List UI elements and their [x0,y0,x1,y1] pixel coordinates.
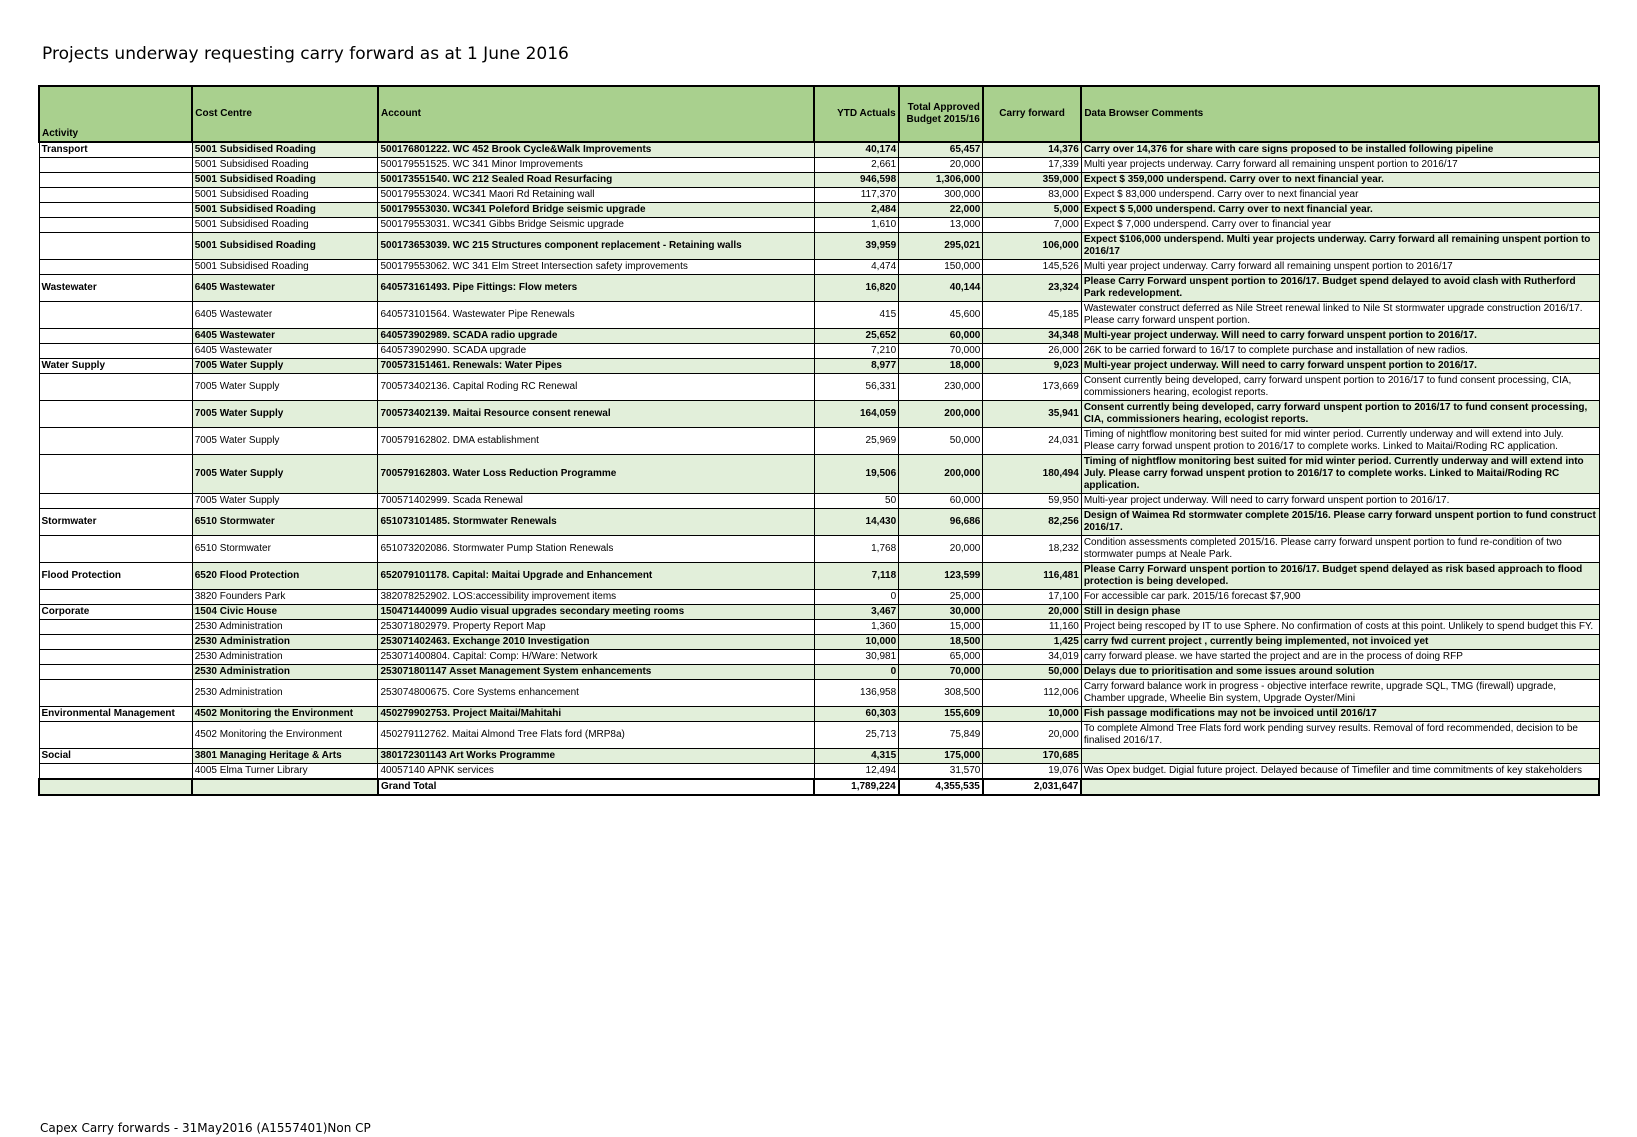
approved-budget-cell: 18,000 [899,359,983,374]
ytd-actuals-cell: 8,977 [814,359,898,374]
activity-cell [39,173,192,188]
carry-forward-cell: 9,023 [983,359,1081,374]
activity-cell: Social [39,749,192,764]
table-row [39,233,1599,260]
comments-cell: Multi year project underway. Carry forward all remaining unspent portion to 2016/17 [1081,260,1599,275]
comments-cell: carry fwd current project , currently being implemented, not invoiced yet [1081,635,1599,650]
comments-cell: Project being rescoped by IT to use Sphere. No confirmation of costs at this point. Unlikely to spend budget this FY. [1081,620,1599,635]
table-row [39,275,1599,302]
page-footer: Capex Carry forwards - 31May2016 (A1557401)Non CP [40,1121,371,1135]
account-cell: 652079101178. Capital: Maitai Upgrade and Enhancement [378,563,814,590]
carry-forward-cell: 170,685 [983,749,1081,764]
activity-cell [39,764,192,780]
ytd-actuals-cell: 117,370 [814,188,898,203]
comments-cell: Multi-year project underway. Will need to carry forward unspent portion to 2016/17. [1081,359,1599,374]
account-cell: 640573902989. SCADA radio upgrade [378,329,814,344]
table-row [39,359,1599,374]
ytd-actuals-cell: 50 [814,494,898,509]
carry-forward-cell: 17,100 [983,590,1081,605]
approved-budget-cell: 295,021 [899,233,983,260]
activity-cell: Wastewater [39,275,192,302]
table-row [39,722,1599,749]
table-row [39,344,1599,359]
comments-cell: Consent currently being developed, carry forward unspent portion to 2016/17 to fund consent processing, CIA, commissioners hearing, ecologist reports. [1081,401,1599,428]
account-cell: 253071402463. Exchange 2010 Investigation [378,635,814,650]
activity-cell [39,635,192,650]
ytd-actuals-cell: 7,210 [814,344,898,359]
table-row [39,203,1599,218]
cost-centre-cell: 5001 Subsidised Roading [192,218,378,233]
activity-cell [39,620,192,635]
approved-budget-cell: 65,000 [899,650,983,665]
activity-cell [39,218,192,233]
activity-cell [39,680,192,707]
account-cell: 500179553062. WC 341 Elm Street Intersection safety improvements [378,260,814,275]
carry-forward-cell: 173,669 [983,374,1081,401]
account-cell: 700573151461. Renewals: Water Pipes [378,359,814,374]
carry-forward-cell: 17,339 [983,158,1081,173]
approved-budget-cell: 308,500 [899,680,983,707]
ytd-actuals-cell: 1,360 [814,620,898,635]
cost-centre-cell: 6405 Wastewater [192,344,378,359]
ytd-actuals-cell: 25,713 [814,722,898,749]
account-cell: 700571402999. Scada Renewal [378,494,814,509]
ytd-actuals-cell: 16,820 [814,275,898,302]
approved-budget-cell: 60,000 [899,329,983,344]
header-ytd-actuals: YTD Actuals [814,86,898,142]
comments-cell: 26K to be carried forward to 16/17 to complete purchase and installation of new radios. [1081,344,1599,359]
header-row [39,86,1599,142]
approved-budget-cell: 1,306,000 [899,173,983,188]
activity-cell [39,302,192,329]
comments-cell: Expect $ 359,000 underspend. Carry over to next financial year. [1081,173,1599,188]
account-cell: 640573161493. Pipe Fittings: Flow meters [378,275,814,302]
carry-forward-cell: 1,425 [983,635,1081,650]
activity-cell: Environmental Management [39,707,192,722]
account-cell: 640573902990. SCADA upgrade [378,344,814,359]
approved-budget-cell: 65,457 [899,142,983,158]
comments-cell: Expect $106,000 underspend. Multi year projects underway. Carry forward all remaining unspent portion to 2016/17 [1081,233,1599,260]
activity-cell [39,374,192,401]
comments-cell: Wastewater construct deferred as Nile Street renewal linked to Nile St stormwater upgrade construction 2016/17. Please carry forward unspent portion. [1081,302,1599,329]
table-row [39,563,1599,590]
carry-forward-cell: 359,000 [983,173,1081,188]
ytd-actuals-cell: 3,467 [814,605,898,620]
activity-cell: Corporate [39,605,192,620]
cost-centre-cell [192,779,378,795]
cost-centre-cell: 6405 Wastewater [192,275,378,302]
carry-forward-table [38,85,1600,796]
activity-cell: Flood Protection [39,563,192,590]
cost-centre-cell: 2530 Administration [192,620,378,635]
ytd-actuals-cell: 25,652 [814,329,898,344]
account-cell: 500173653039. WC 215 Structures component replacement - Retaining walls [378,233,814,260]
approved-budget-cell: 50,000 [899,428,983,455]
comments-cell: Fish passage modifications may not be invoiced until 2016/17 [1081,707,1599,722]
ytd-actuals-cell: 25,969 [814,428,898,455]
ytd-actuals-cell: 30,981 [814,650,898,665]
table-row [39,509,1599,536]
approved-budget-cell: 20,000 [899,158,983,173]
ytd-actuals-cell: 2,484 [814,203,898,218]
account-cell: 253071802979. Property Report Map [378,620,814,635]
carry-forward-cell: 20,000 [983,722,1081,749]
table-row [39,536,1599,563]
approved-budget-cell: 230,000 [899,374,983,401]
table-row [39,329,1599,344]
table-row [39,494,1599,509]
comments-cell: Multi-year project underway. Will need to carry forward unspent portion to 2016/17. [1081,329,1599,344]
carry-forward-cell: 83,000 [983,188,1081,203]
cost-centre-cell: 1504 Civic House [192,605,378,620]
account-cell: 253074800675. Core Systems enhancement [378,680,814,707]
cost-centre-cell: 5001 Subsidised Roading [192,260,378,275]
table-row [39,302,1599,329]
cost-centre-cell: 5001 Subsidised Roading [192,173,378,188]
approved-budget-cell: 155,609 [899,707,983,722]
account-cell: 500173551540. WC 212 Sealed Road Resurfacing [378,173,814,188]
account-cell: 150471440099 Audio visual upgrades secondary meeting rooms [378,605,814,620]
ytd-actuals-cell: 39,959 [814,233,898,260]
carry-forward-cell: 5,000 [983,203,1081,218]
activity-cell [39,779,192,795]
comments-cell: For accessible car park. 2015/16 forecast $7,900 [1081,590,1599,605]
approved-budget-cell: 40,144 [899,275,983,302]
comments-cell: Consent currently being developed, carry forward unspent portion to 2016/17 to fund consent processing, CIA, commissioners hearing, ecologist reports. [1081,374,1599,401]
table-row [39,142,1599,158]
ytd-actuals-cell: 14,430 [814,509,898,536]
comments-cell: Expect $ 5,000 underspend. Carry over to next financial year. [1081,203,1599,218]
header-account: Account [378,86,814,142]
carry-forward-cell: 19,076 [983,764,1081,780]
carry-forward-cell: 45,185 [983,302,1081,329]
ytd-actuals-cell: 7,118 [814,563,898,590]
page-title: Projects underway requesting carry forward as at 1 June 2016 [42,44,569,64]
approved-budget-cell: 18,500 [899,635,983,650]
header-approved-budget: Total Approved Budget 2015/16 [899,86,983,142]
ytd-actuals-cell: 0 [814,665,898,680]
table-row [39,173,1599,188]
cost-centre-cell: 7005 Water Supply [192,374,378,401]
approved-budget-cell: 25,000 [899,590,983,605]
cost-centre-cell: 2530 Administration [192,680,378,707]
approved-budget-cell: 96,686 [899,509,983,536]
account-cell: 500179551525. WC 341 Minor Improvements [378,158,814,173]
ytd-actuals-cell: 2,661 [814,158,898,173]
comments-cell: Timing of nightflow monitoring best suited for mid winter period. Currently underway and will extend into July. Please carry forwad unspent protion to 2016/17 to complete works. Linked to Maitai/Roding RC application. [1081,428,1599,455]
table-row [39,707,1599,722]
comments-cell: Expect $ 83,000 underspend. Carry over to next financial year [1081,188,1599,203]
ytd-actuals-cell: 60,303 [814,707,898,722]
approved-budget-cell: 45,600 [899,302,983,329]
table-row [39,188,1599,203]
cost-centre-cell: 2530 Administration [192,665,378,680]
total-approved-budget: 4,355,535 [899,779,983,795]
account-cell: 700573402136. Capital Roding RC Renewal [378,374,814,401]
ytd-actuals-cell: 415 [814,302,898,329]
table-row [39,650,1599,665]
cost-centre-cell: 6405 Wastewater [192,302,378,329]
cost-centre-cell: 7005 Water Supply [192,494,378,509]
comments-cell: To complete Almond Tree Flats ford work pending survey results. Removal of ford recommended, decision to be finalised 2016/17. [1081,722,1599,749]
grand-total-row [39,779,1599,795]
account-cell: 382078252902. LOS:accessibility improvement items [378,590,814,605]
account-cell: 500176801222. WC 452 Brook Cycle&Walk Improvements [378,142,814,158]
comments-cell: Still in design phase [1081,605,1599,620]
table-row [39,620,1599,635]
comments-cell: carry forward please. we have started the project and are in the process of doing RFP [1081,650,1599,665]
account-cell: 500179553031. WC341 Gibbs Bridge Seismic upgrade [378,218,814,233]
cost-centre-cell: 6510 Stormwater [192,509,378,536]
ytd-actuals-cell: 136,958 [814,680,898,707]
carry-forward-cell: 116,481 [983,563,1081,590]
cost-centre-cell: 2530 Administration [192,635,378,650]
table-row [39,218,1599,233]
table-row [39,401,1599,428]
account-cell: 700573402139. Maitai Resource consent renewal [378,401,814,428]
table-row [39,158,1599,173]
carry-forward-cell: 11,160 [983,620,1081,635]
ytd-actuals-cell: 946,598 [814,173,898,188]
table-row [39,749,1599,764]
comments-cell: Design of Waimea Rd stormwater complete 2015/16. Please carry forward unspent portion to fund construct 2016/17. [1081,509,1599,536]
comments-cell: Expect $ 7,000 underspend. Carry over to financial year [1081,218,1599,233]
carry-forward-cell: 14,376 [983,142,1081,158]
approved-budget-cell: 75,849 [899,722,983,749]
header-comments: Data Browser Comments [1081,86,1599,142]
cost-centre-cell: 4502 Monitoring the Environment [192,707,378,722]
table-body [39,142,1599,795]
table-row [39,590,1599,605]
carry-forward-cell: 34,348 [983,329,1081,344]
approved-budget-cell: 200,000 [899,455,983,494]
carry-forward-cell: 180,494 [983,455,1081,494]
comments-cell [1081,749,1599,764]
activity-cell [39,203,192,218]
activity-cell [39,722,192,749]
cost-centre-cell: 3820 Founders Park [192,590,378,605]
activity-cell [39,401,192,428]
cost-centre-cell: 6510 Stormwater [192,536,378,563]
cost-centre-cell: 2530 Administration [192,650,378,665]
header-activity: Activity [39,86,192,142]
account-cell: 450279902753. Project Maitai/Mahitahi [378,707,814,722]
activity-cell [39,233,192,260]
cost-centre-cell: 7005 Water Supply [192,428,378,455]
activity-cell [39,158,192,173]
activity-cell [39,428,192,455]
account-cell: 651073202086. Stormwater Pump Station Renewals [378,536,814,563]
cost-centre-cell: 5001 Subsidised Roading [192,233,378,260]
account-cell: 253071801147 Asset Management System enhancements [378,665,814,680]
account-cell: 380172301143 Art Works Programme [378,749,814,764]
activity-cell: Water Supply [39,359,192,374]
ytd-actuals-cell: 1,610 [814,218,898,233]
carry-forward-cell: 59,950 [983,494,1081,509]
ytd-actuals-cell: 4,474 [814,260,898,275]
activity-cell: Transport [39,142,192,158]
cost-centre-cell: 7005 Water Supply [192,401,378,428]
approved-budget-cell: 31,570 [899,764,983,780]
carry-forward-cell: 7,000 [983,218,1081,233]
carry-forward-cell: 145,526 [983,260,1081,275]
activity-cell [39,590,192,605]
table-row [39,260,1599,275]
carry-forward-cell: 10,000 [983,707,1081,722]
approved-budget-cell: 15,000 [899,620,983,635]
cost-centre-cell: 7005 Water Supply [192,455,378,494]
comments-cell: Please Carry Forward unspent portion to 2016/17. Budget spend delayed to avoid clash with Rutherford Park redevelopment. [1081,275,1599,302]
table-row [39,665,1599,680]
account-cell: 500179553024. WC341 Maori Rd Retaining wall [378,188,814,203]
cost-centre-cell: 5001 Subsidised Roading [192,142,378,158]
account-cell: 640573101564. Wastewater Pipe Renewals [378,302,814,329]
activity-cell [39,344,192,359]
header-cost-centre: Cost Centre [192,86,378,142]
cost-centre-cell: 5001 Subsidised Roading [192,158,378,173]
approved-budget-cell: 70,000 [899,344,983,359]
cost-centre-cell: 3801 Managing Heritage & Arts [192,749,378,764]
cost-centre-cell: 6520 Flood Protection [192,563,378,590]
account-cell: 700579162802. DMA establishment [378,428,814,455]
activity-cell [39,494,192,509]
ytd-actuals-cell: 164,059 [814,401,898,428]
approved-budget-cell: 20,000 [899,536,983,563]
activity-cell [39,455,192,494]
approved-budget-cell: 123,599 [899,563,983,590]
comments-cell: Multi year projects underway. Carry forward all remaining unspent portion to 2016/17 [1081,158,1599,173]
account-cell: 450279112762. Maitai Almond Tree Flats ford (MRP8a) [378,722,814,749]
carry-forward-cell: 23,324 [983,275,1081,302]
table-row [39,764,1599,780]
carry-forward-cell: 34,019 [983,650,1081,665]
account-cell: 500179553030. WC341 Poleford Bridge seismic upgrade [378,203,814,218]
ytd-actuals-cell: 1,768 [814,536,898,563]
ytd-actuals-cell: 40,174 [814,142,898,158]
total-carry-forward: 2,031,647 [983,779,1081,795]
table-row [39,605,1599,620]
table-row [39,680,1599,707]
cost-centre-cell: 5001 Subsidised Roading [192,188,378,203]
activity-cell [39,650,192,665]
ytd-actuals-cell: 10,000 [814,635,898,650]
approved-budget-cell: 300,000 [899,188,983,203]
header-carry-forward: Carry forward [983,86,1081,142]
approved-budget-cell: 150,000 [899,260,983,275]
approved-budget-cell: 22,000 [899,203,983,218]
activity-cell [39,188,192,203]
ytd-actuals-cell: 12,494 [814,764,898,780]
activity-cell: Stormwater [39,509,192,536]
ytd-actuals-cell: 4,315 [814,749,898,764]
activity-cell [39,665,192,680]
account-cell: 700579162803. Water Loss Reduction Programme [378,455,814,494]
comments-cell: Multi-year project underway. Will need to carry forward unspent portion to 2016/17. [1081,494,1599,509]
table-row [39,635,1599,650]
cost-centre-cell: 4502 Monitoring the Environment [192,722,378,749]
activity-cell [39,260,192,275]
carry-forward-cell: 24,031 [983,428,1081,455]
grand-total-label: Grand Total [378,779,814,795]
approved-budget-cell: 13,000 [899,218,983,233]
carry-forward-cell: 20,000 [983,605,1081,620]
approved-budget-cell: 175,000 [899,749,983,764]
ytd-actuals-cell: 19,506 [814,455,898,494]
carry-forward-cell: 82,256 [983,509,1081,536]
comments-cell: Carry over 14,376 for share with care signs proposed to be installed following pipeline [1081,142,1599,158]
carry-forward-cell: 18,232 [983,536,1081,563]
table-row [39,374,1599,401]
comments-cell [1081,779,1599,795]
carry-forward-cell: 26,000 [983,344,1081,359]
activity-cell [39,536,192,563]
carry-forward-cell: 106,000 [983,233,1081,260]
account-cell: 40057140 APNK services [378,764,814,780]
account-cell: 253071400804. Capital: Comp: H/Ware: Network [378,650,814,665]
table-row [39,428,1599,455]
approved-budget-cell: 200,000 [899,401,983,428]
carry-forward-cell: 50,000 [983,665,1081,680]
activity-cell [39,329,192,344]
ytd-actuals-cell: 56,331 [814,374,898,401]
comments-cell: Please Carry Forward unspent portion to 2016/17. Budget spend delayed as risk based approach to flood protection is being developed. [1081,563,1599,590]
carry-forward-cell: 35,941 [983,401,1081,428]
cost-centre-cell: 7005 Water Supply [192,359,378,374]
approved-budget-cell: 60,000 [899,494,983,509]
approved-budget-cell: 30,000 [899,605,983,620]
carry-forward-cell: 112,006 [983,680,1081,707]
comments-cell: Carry forward balance work in progress - objective interface rewrite, upgrade SQL, TMG (firewall) upgrade, Chamber upgrade, Wheelie Bin system, Upgrade Oyster/Mini [1081,680,1599,707]
comments-cell: Was Opex budget. Digial future project. Delayed because of Timefiler and time commitments of key stakeholders [1081,764,1599,780]
cost-centre-cell: 4005 Elma Turner Library [192,764,378,780]
table-row [39,455,1599,494]
cost-centre-cell: 6405 Wastewater [192,329,378,344]
comments-cell: Delays due to prioritisation and some issues around solution [1081,665,1599,680]
ytd-actuals-cell: 0 [814,590,898,605]
total-ytd-actuals: 1,789,224 [814,779,898,795]
approved-budget-cell: 70,000 [899,665,983,680]
account-cell: 651073101485. Stormwater Renewals [378,509,814,536]
comments-cell: Timing of nightflow monitoring best suited for mid winter period. Currently underway and will extend into July. Please carry forwad unspent protion to 2016/17 to complete works. Linked to Maitai/Roding RC application. [1081,455,1599,494]
cost-centre-cell: 5001 Subsidised Roading [192,203,378,218]
comments-cell: Condition assessments completed 2015/16. Please carry forward unspent portion to fund re-condition of two stormwater pumps at Neale Park. [1081,536,1599,563]
